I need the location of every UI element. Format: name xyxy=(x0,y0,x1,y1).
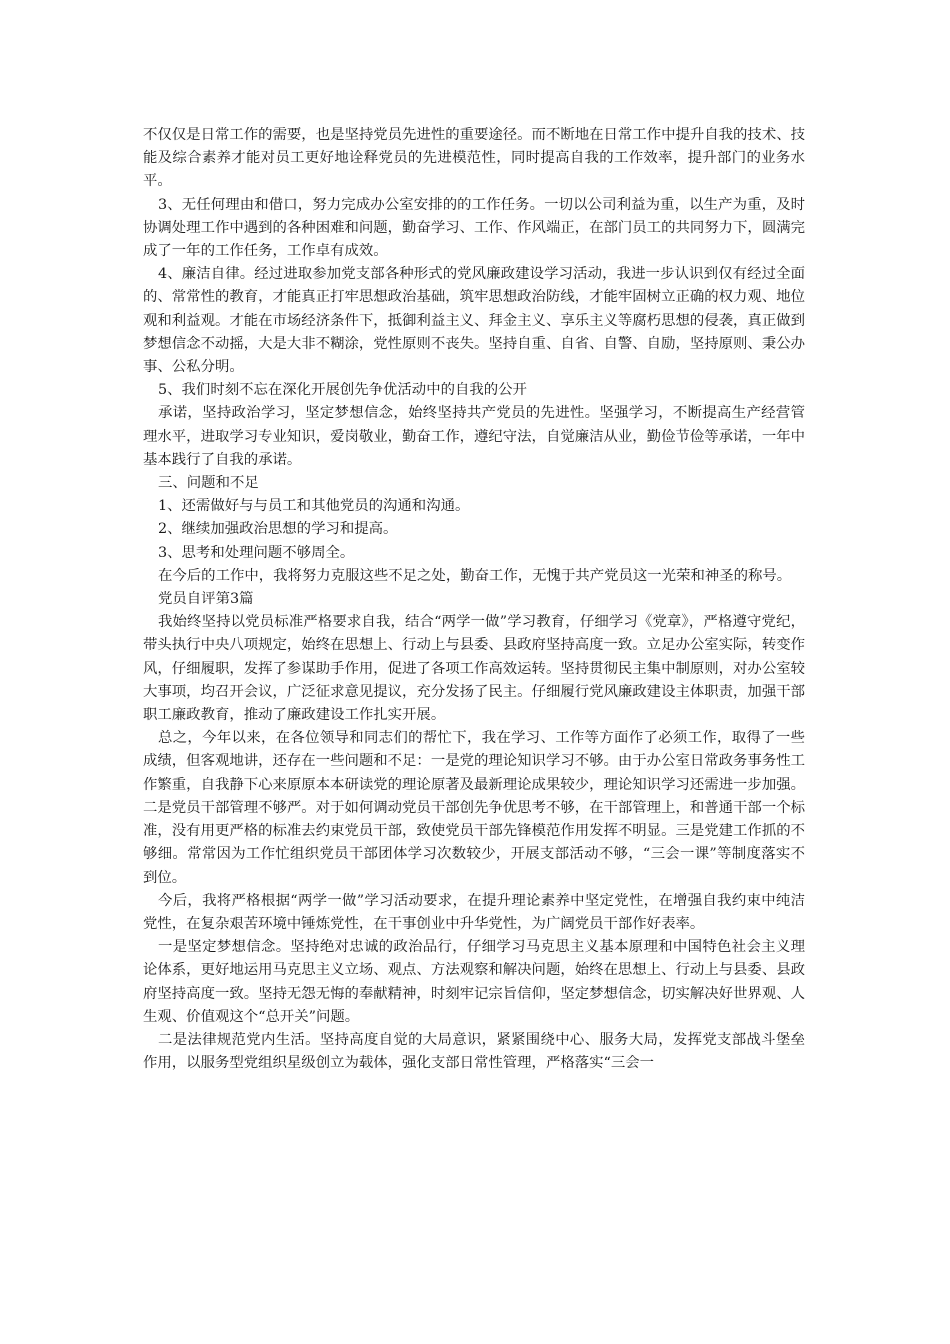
document-page xyxy=(143,124,805,1075)
paragraph-12: 我始终坚持以党员标准严格要求自我，结合“两学一做”学习教育，仔细学习《党章》，严格遵守党纪，带头执行中央八项规定，始终在思想上、行动上与县委、县政府坚持高度一致。立足办公室实际，转变作风，仔细履职，发挥了参谋助手作用，促进了各项工作高效运转。坚持贯彻民主集中制原则，对办公室较大事项，均召开会议，广泛征求意见提议，充分发扬了民主。仔细履行党风廉政建设主体职责，加强干部职工廉政教育，推动了廉政建设工作扎实开展。 xyxy=(143,614,805,724)
section-heading-part3: 党员自评第3篇 xyxy=(158,591,254,608)
paragraph-1: 不仅仅是日常工作的需要，也是坚持党员先进性的重要途径。而不断地在日常工作中提升自我的技术、技能及综合素养才能对员工更好地诠释党员的先进模范性，同时提高自我的工作效率，提升部门的业务水平。 xyxy=(143,127,805,190)
paragraph-14: 今后，我将严格根据“两学一做”学习活动要求，在提升理论素养中坚定党性，在增强自我约束中纯洁党性，在复杂艰苦环境中锤炼党性，在干事创业中升华党性，为广阔党员干部作好表率。 xyxy=(143,892,805,932)
paragraph-15: 一是坚定梦想信念。坚持绝对忠诚的政治品行，仔细学习马克思主义基本原理和中国特色社会主义理论体系，更好地运用马克思主义立场、观点、方法观察和解决问题，始终在思想上、行动上与县委、县政府坚持高度一致。坚持无怨无悔的奉献精神，时刻牢记宗旨信仰，坚定梦想信念，切实解决好世界观、人生观、价值观这个“总开关”问题。 xyxy=(143,939,805,1025)
paragraph-16: 二是法律规范党内生活。坚持高度自觉的大局意识，紧紧围绕中心、服务大局，发挥党支部战斗堡垒作用，以服务型党组织星级创立为载体，强化支部日常性管理，严格落实“三会一 xyxy=(143,1031,805,1072)
paragraph-3: 4、廉洁自律。经过进取参加党支部各种形式的党风廉政建设学习活动，我进一步认识到仅有经过全面的、常常性的教育，才能真正打牢思想政治基础，筑牢思想政治防线，才能牢固树立正确的权力观、地位观和利益观。才能在市场经济条件下，抵御利益主义、拜金主义、享乐主义等腐朽思想的侵袭，真正做到梦想信念不动摇，大是大非不糊涂，党性原则不丧失。坚持自重、自省、自警、自励，坚持原则、秉公办事、公私分明。 xyxy=(143,266,805,376)
list-item-2: 2、继续加强政治思想的学习和提高。 xyxy=(158,521,398,538)
list-item-1: 1、还需做好与与员工和其他党员的沟通和沟通。 xyxy=(158,498,470,515)
paragraph-2: 3、无任何理由和借口，努力完成办公室安排的的工作任务。一切以公司利益为重，以生产为重，及时协调处理工作中遇到的各种困难和问题，勤奋学习、工作、作风端正，在部门员工的共同努力下，圆满完成了一年的工作任务，工作卓有成效。 xyxy=(143,196,805,260)
list-item-3: 3、思考和处理问题不够周全。 xyxy=(158,544,355,561)
paragraph-4: 5、我们时刻不忘在深化开展创先争优活动中的自我的公开 xyxy=(158,382,527,399)
section-heading-problems: 三、问题和不足 xyxy=(158,475,259,492)
paragraph-10: 在今后的工作中，我将努力克服这些不足之处，勤奋工作，无愧于共产党员这一光荣和神圣的称号。 xyxy=(158,567,792,584)
paragraph-5: 承诺，坚持政治学习，坚定梦想信念，始终坚持共产党员的先进性。坚强学习，不断提高生产经营管理水平，进取学习专业知识，爱岗敬业，勤奋工作，遵纪守法，自觉廉洁从业，勤俭节俭等承诺，一年中基本践行了自我的承诺。 xyxy=(143,405,805,468)
paragraph-13: 总之，今年以来，在各位领导和同志们的帮忙下，我在学习、工作等方面作了必须工作，取得了一些成绩，但客观地讲，还存在一些问题和不足：一是党的理论知识学习不够。由于办公室日常政务事务性工作繁重，自我静下心来原原本本研读党的理论原著及最新理论成果较少，理论知识学习还需进一步加强。二是党员干部管理不够严。对于如何调动党员干部创先争优思考不够，在干部管理上，和普通干部一个标准，没有用更严格的标准去约束党员干部，致使党员干部先锋模范作用发挥不明显。三是党建工作抓的不够细。常常因为工作忙组织党员干部团体学习次数较少，开展支部活动不够，“三会一课”等制度落实不到位。 xyxy=(143,730,805,886)
